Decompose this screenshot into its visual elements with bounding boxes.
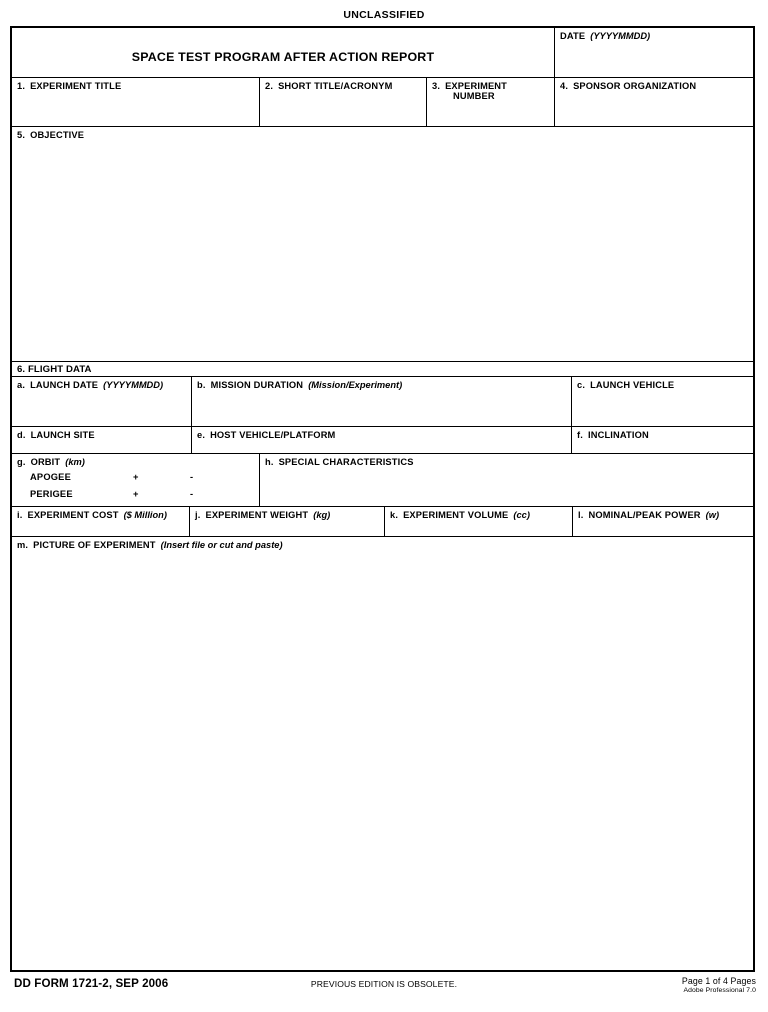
experiment-cost-hint: ($ Million) (123, 510, 167, 520)
form-title-cell (12, 28, 555, 78)
date-hint: (YYYYMMDD) (590, 31, 651, 41)
picture-num: m. (17, 540, 29, 550)
form-identifier: DD FORM 1721-2, SEP 2006 (14, 977, 169, 990)
picture-hint: (Insert file or cut and paste) (160, 540, 283, 550)
experiment-number-label-text: EXPERIMENT (445, 81, 508, 91)
launch-date-num: a. (17, 380, 26, 390)
orbit-perigee-label: PERIGEE (30, 489, 73, 499)
experiment-title-cell[interactable] (12, 78, 260, 127)
launch-vehicle-label (572, 377, 753, 390)
launch-date-hint: (YYYYMMDD) (103, 380, 164, 390)
objective-value[interactable] (12, 140, 753, 144)
experiment-volume-label-text: EXPERIMENT VOLUME (403, 510, 509, 520)
experiment-cost-value[interactable] (12, 520, 189, 522)
footer-right-group (682, 976, 756, 994)
nominal-peak-power-value[interactable] (573, 520, 753, 522)
sponsor-organization-num: 4. (560, 81, 569, 91)
date-label-text: DATE (560, 31, 586, 41)
experiment-weight-num: j. (195, 510, 201, 520)
orbit-apogee-label: APOGEE (30, 472, 71, 482)
orbit-hint: (km) (65, 457, 85, 467)
short-title-label (260, 78, 426, 91)
form-footer (0, 975, 768, 1012)
inclination-label (572, 427, 753, 440)
launch-date-cell[interactable] (12, 377, 192, 427)
launch-date-label (12, 377, 191, 390)
sponsor-organization-cell[interactable] (555, 78, 753, 127)
picture-of-experiment-cell[interactable] (12, 537, 753, 970)
inclination-cell[interactable] (572, 427, 753, 454)
experiment-volume-hint: (cc) (513, 510, 530, 520)
launch-vehicle-cell[interactable] (572, 377, 753, 427)
classification-banner-top: UNCLASSIFIED (343, 9, 425, 21)
experiment-title-label-text: EXPERIMENT TITLE (30, 81, 122, 91)
flight-data-section-header (12, 362, 753, 377)
short-title-label-text: SHORT TITLE/ACRONYM (278, 81, 393, 91)
picture-drop-area[interactable] (12, 550, 753, 554)
mission-duration-value[interactable] (192, 390, 571, 394)
date-value[interactable] (555, 41, 753, 45)
mission-duration-label-text: MISSION DURATION (210, 380, 304, 390)
inclination-label-text: INCLINATION (587, 430, 649, 440)
experiment-volume-value[interactable] (385, 520, 572, 522)
page-number: Page 1 of 4 Pages (681, 976, 756, 986)
experiment-weight-value[interactable] (190, 520, 384, 522)
short-title-num: 2. (265, 81, 274, 91)
form-body (10, 26, 755, 972)
experiment-cost-num: i. (17, 510, 23, 520)
orbit-apogee-plus-sign: + (133, 472, 139, 482)
picture-of-experiment-label (12, 537, 753, 550)
nominal-peak-power-hint: (w) (705, 510, 720, 520)
experiment-title-value[interactable] (12, 91, 259, 95)
launch-vehicle-label-text: LAUNCH VEHICLE (590, 380, 675, 390)
host-vehicle-label-text: HOST VEHICLE/PLATFORM (210, 430, 336, 440)
nominal-peak-power-num: l. (578, 510, 584, 520)
orbit-perigee-plus-sign: + (133, 489, 139, 499)
launch-vehicle-num: c. (577, 380, 586, 390)
special-characteristics-cell[interactable] (260, 454, 753, 507)
experiment-volume-cell[interactable] (385, 507, 573, 537)
host-vehicle-cell[interactable] (192, 427, 572, 454)
mission-duration-hint: (Mission/Experiment) (308, 380, 403, 390)
experiment-weight-hint: (kg) (313, 510, 331, 520)
experiment-number-num: 3. (432, 81, 441, 91)
orbit-perigee-row[interactable] (12, 489, 260, 506)
launch-site-label (12, 427, 191, 440)
sponsor-organization-label (555, 78, 753, 91)
host-vehicle-value[interactable] (192, 440, 571, 441)
date-label (555, 28, 753, 41)
orbit-label (12, 454, 259, 467)
inclination-value[interactable] (572, 440, 753, 441)
producer-label: Adobe Professional 7.0 (683, 987, 756, 994)
mission-duration-cell[interactable] (192, 377, 572, 427)
nominal-peak-power-label-text: NOMINAL/PEAK POWER (588, 510, 701, 520)
experiment-number-label-line2: NUMBER (453, 91, 495, 101)
experiment-title-num: 1. (17, 81, 26, 91)
orbit-num: g. (17, 457, 26, 467)
orbit-label-text: ORBIT (30, 457, 61, 467)
experiment-weight-label-text: EXPERIMENT WEIGHT (205, 510, 309, 520)
launch-site-label-text: LAUNCH SITE (30, 430, 95, 440)
host-vehicle-label (192, 427, 571, 440)
launch-site-value[interactable] (12, 440, 191, 441)
mission-duration-label (192, 377, 571, 390)
short-title-value[interactable] (260, 91, 426, 95)
experiment-volume-label (385, 507, 572, 520)
objective-cell[interactable] (12, 127, 753, 362)
experiment-cost-label (12, 507, 189, 520)
special-characteristics-label (260, 454, 753, 467)
previous-edition-notice: PREVIOUS EDITION IS OBSOLETE. (310, 979, 458, 989)
experiment-weight-cell[interactable] (190, 507, 385, 537)
experiment-cost-cell[interactable] (12, 507, 190, 537)
experiment-volume-num: k. (390, 510, 399, 520)
flight-data-section-label: 6. FLIGHT DATA (17, 364, 92, 375)
orbit-apogee-row[interactable] (12, 472, 260, 489)
nominal-peak-power-cell[interactable] (573, 507, 753, 537)
launch-site-num: d. (17, 430, 26, 440)
experiment-number-cell[interactable] (427, 78, 555, 127)
sponsor-organization-value[interactable] (555, 91, 753, 95)
experiment-weight-label (190, 507, 384, 520)
special-characteristics-label-text: SPECIAL CHARACTERISTICS (278, 457, 414, 467)
launch-site-cell[interactable] (12, 427, 192, 454)
experiment-cost-label-text: EXPERIMENT COST (27, 510, 119, 520)
sponsor-organization-label-text: SPONSOR ORGANIZATION (573, 81, 697, 91)
launch-vehicle-value[interactable] (572, 390, 753, 394)
page-title: SPACE TEST PROGRAM AFTER ACTION REPORT (131, 50, 435, 64)
inclination-num: f. (577, 430, 583, 440)
launch-date-value[interactable] (12, 390, 191, 394)
host-vehicle-num: e. (197, 430, 206, 440)
experiment-number-value[interactable] (427, 101, 554, 103)
date-field-cell[interactable] (555, 28, 753, 78)
picture-label-text: PICTURE OF EXPERIMENT (33, 540, 156, 550)
special-characteristics-num: h. (265, 457, 274, 467)
short-title-cell[interactable] (260, 78, 427, 127)
experiment-number-label (427, 78, 554, 91)
nominal-peak-power-label (573, 507, 753, 520)
orbit-perigee-minus-sign: - (190, 489, 194, 499)
orbit-apogee-minus-sign: - (190, 472, 194, 482)
orbit-cell[interactable] (12, 454, 260, 507)
mission-duration-num: b. (197, 380, 206, 390)
objective-label-text: OBJECTIVE (30, 130, 85, 140)
special-characteristics-value[interactable] (260, 467, 753, 471)
objective-num: 5. (17, 130, 26, 140)
objective-label (12, 127, 753, 140)
experiment-title-label (12, 78, 259, 91)
launch-date-label-text: LAUNCH DATE (30, 380, 99, 390)
